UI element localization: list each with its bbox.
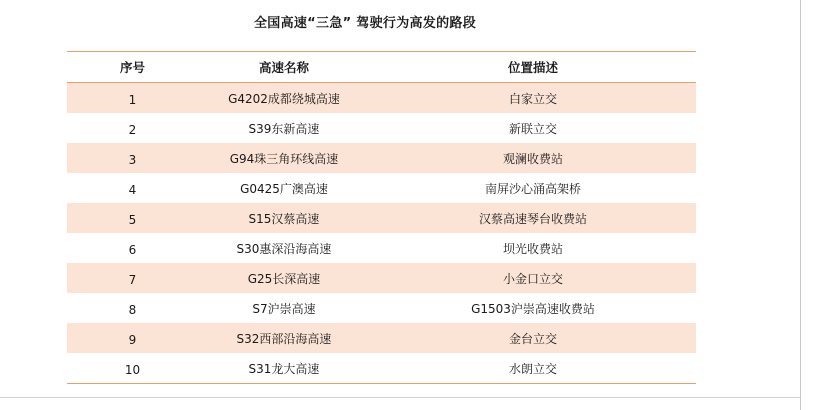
table-row [67, 143, 696, 173]
row-highway-name: G94珠三角环线高速 [198, 143, 370, 173]
row-location: G1503沪崇高速收费站 [471, 301, 595, 316]
row-location: 坝光收费站 [502, 241, 563, 256]
table-row [67, 233, 696, 263]
row-index: 1 [128, 93, 137, 107]
row-location: 白家立交 [370, 83, 696, 114]
table-title: 全国高速“三急” 驾驶行为高发的路段 [253, 16, 476, 31]
table-row [67, 323, 696, 353]
row-highway-name: G0425广澳高速 [240, 181, 328, 196]
row-index: 7 [128, 273, 137, 287]
table-row [67, 353, 696, 384]
page-right-border [800, 0, 801, 410]
table-row [67, 83, 696, 114]
row-location: 小金口立交 [370, 263, 696, 293]
row-highway-name: S30惠深沿海高速 [236, 241, 332, 256]
row-highway-name: S7沪崇高速 [252, 301, 316, 316]
table-row [67, 293, 696, 323]
row-highway-name: S15汉蔡高速 [198, 203, 370, 233]
header-highway-name: 高速名称 [198, 52, 370, 83]
row-index: 3 [128, 153, 137, 167]
table-row [67, 173, 696, 203]
row-index: 8 [128, 303, 137, 317]
row-location: 汉蔡高速琴台收费站 [370, 203, 696, 233]
row-highway-name: S31龙大高速 [198, 353, 370, 384]
row-index: 5 [128, 213, 137, 227]
row-location: 金台立交 [370, 323, 696, 353]
row-index: 10 [124, 363, 141, 377]
table-row [67, 203, 696, 233]
header-location: 位置描述 [370, 52, 696, 83]
row-index: 2 [128, 123, 137, 137]
row-highway-name: S39东新高速 [248, 121, 320, 136]
road-segment-table [67, 51, 696, 384]
row-location: 观澜收费站 [370, 143, 696, 173]
table-row [67, 113, 696, 143]
row-index: 4 [128, 183, 137, 197]
table-row [67, 263, 696, 293]
row-highway-name: G25长深高速 [198, 263, 370, 293]
page-bottom-border [0, 397, 801, 398]
row-location: 新联立交 [508, 121, 557, 136]
table-header-row [67, 52, 696, 83]
row-highway-name: S32西部沿海高速 [198, 323, 370, 353]
row-index: 6 [128, 243, 137, 257]
row-location: 水朗立交 [370, 353, 696, 384]
header-index: 序号 [67, 52, 198, 83]
row-location: 南屏沙心涌高架桥 [484, 181, 581, 196]
row-index: 9 [128, 333, 137, 347]
row-highway-name: G4202成都绕城高速 [198, 83, 370, 114]
